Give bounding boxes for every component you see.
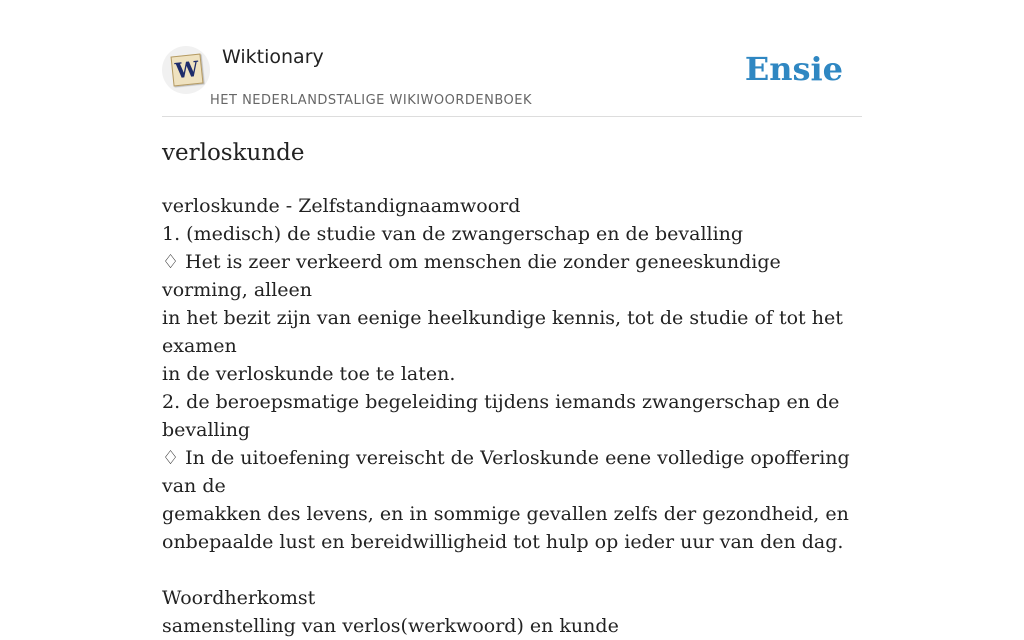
example-2-line-1: ♢ In de uitoefening vereischt de Verloskunde eene volledige opoffering van de [162,447,850,497]
example-1-line-2: in het bezit zijn van eenige heelkundige kennis, tot de studie of tot het examen [162,307,843,357]
spacer [162,556,862,584]
definition-1: 1. (medisch) de studie van de zwangerschap en de bevalling [162,223,744,245]
logo-tile: W [171,54,204,87]
ensie-brand-link[interactable]: Ensie [744,50,843,88]
entry-content [162,192,862,640]
wiktionary-logo-icon[interactable] [162,46,210,94]
example-2-line-3: onbepaalde lust en bereidwilligheid tot hulp op ieder uur van den dag. [162,531,844,553]
page [162,0,862,637]
page-title: verloskunde [162,140,305,166]
example-2-line-2: gemakken des levens, en in sommige gevallen zelfs der gezondheid, en [162,503,849,525]
example-1-line-1: ♢ Het is zeer verkeerd om menschen die zonder geneeskundige vorming, alleen [162,251,781,301]
site-subtitle: HET NEDERLANDSTALIGE WIKIWOORDENBOEK [210,93,533,108]
etymology-heading: Woordherkomst [162,587,316,609]
etymology-text: samenstelling van verlos(werkwoord) en kunde [162,615,619,637]
example-1-line-3: in de verloskunde toe te laten. [162,363,456,385]
site-name[interactable]: Wiktionary [222,46,324,68]
site-header [162,0,862,117]
definition-2: 2. de beroepsmatige begeleiding tijdens iemands zwangerschap en de bevalling [162,391,840,441]
entry-heading: verloskunde - Zelfstandignaamwoord [162,195,521,217]
